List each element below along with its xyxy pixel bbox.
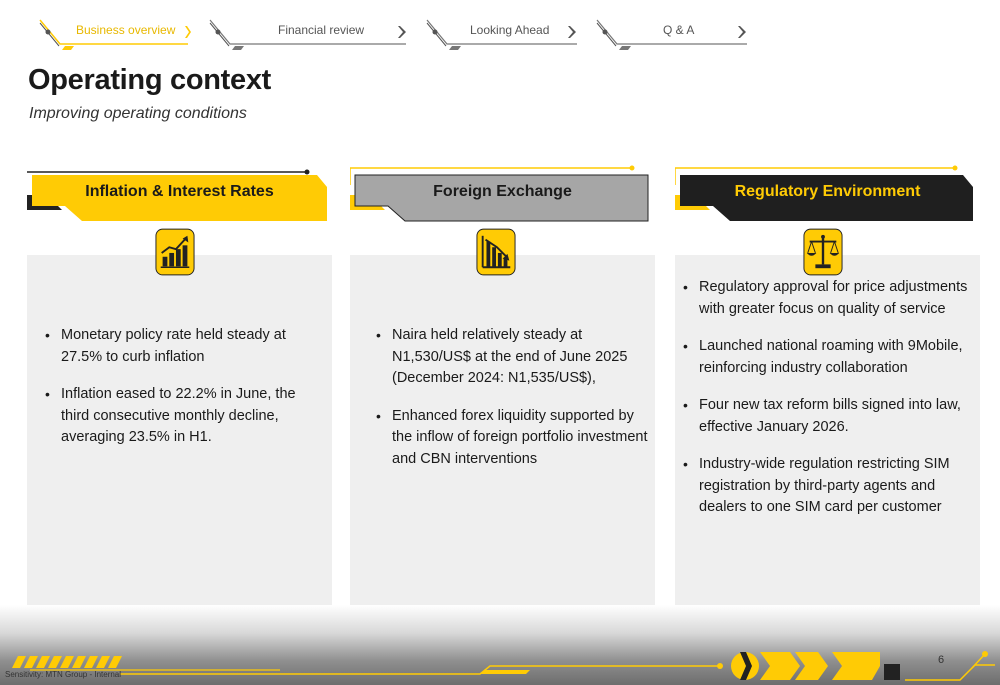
list-item: • Monetary policy rate held steady at 27.5% to curb inflation [45, 325, 320, 368]
nav-tab-qa[interactable] [595, 14, 755, 54]
column-header-label: Regulatory Environment [734, 183, 921, 200]
column-header-label: Inflation & Interest Rates [85, 183, 274, 200]
nav-tab-label: Business overview [76, 23, 176, 37]
inflation-column [27, 165, 332, 605]
bullet-list [45, 325, 320, 465]
bullet-list [683, 277, 973, 535]
page-title: Operating context [28, 64, 272, 96]
sensitivity-label: Sensitivity: MTN Group - Internal [5, 670, 122, 679]
list-item: • Inflation eased to 22.2% in June, the third consecutive monthly decline, averaging 23.5% in H1. [45, 384, 320, 449]
scales-icon [803, 227, 843, 277]
list-item: • Enhanced forex liquidity supported by the inflow of foreign portfolio investment and CBN interventions [376, 406, 651, 471]
list-item: • Four new tax reform bills signed into law, effective January 2026. [683, 395, 973, 438]
list-item: • Regulatory approval for price adjustments with greater focus on quality of service [683, 277, 973, 320]
nav-tab-financial-review[interactable] [208, 14, 413, 54]
nav-tab-label: Financial review [278, 23, 365, 37]
footer-decoration [0, 640, 1000, 685]
page-number: 6 [938, 654, 945, 666]
column-panel [27, 255, 332, 605]
list-item: • Industry-wide regulation restricting SIM registration by third-party agents and dealers to one SIM card per customer [683, 454, 973, 519]
list-item: • Naira held relatively steady at N1,530/US$ at the end of June 2025 (December 2024: N1,535/US$), [376, 325, 651, 390]
growth-chart-icon [155, 227, 195, 277]
foreign-exchange-column [350, 165, 655, 605]
nav-tab-business-overview[interactable] [38, 14, 198, 54]
declining-chart-icon [476, 227, 516, 277]
nav-tab-label: Looking Ahead [470, 23, 550, 37]
regulatory-column [675, 165, 980, 605]
list-item: • Launched national roaming with 9Mobile, reinforcing industry collaboration [683, 336, 973, 379]
column-panel [350, 255, 655, 605]
page-subtitle: Improving operating conditions [29, 105, 247, 122]
bullet-list [376, 325, 651, 486]
nav-tab-label: Q & A [663, 23, 695, 37]
nav-tab-looking-ahead[interactable] [425, 14, 585, 54]
column-panel [675, 255, 980, 605]
column-header-label: Foreign Exchange [433, 183, 572, 200]
